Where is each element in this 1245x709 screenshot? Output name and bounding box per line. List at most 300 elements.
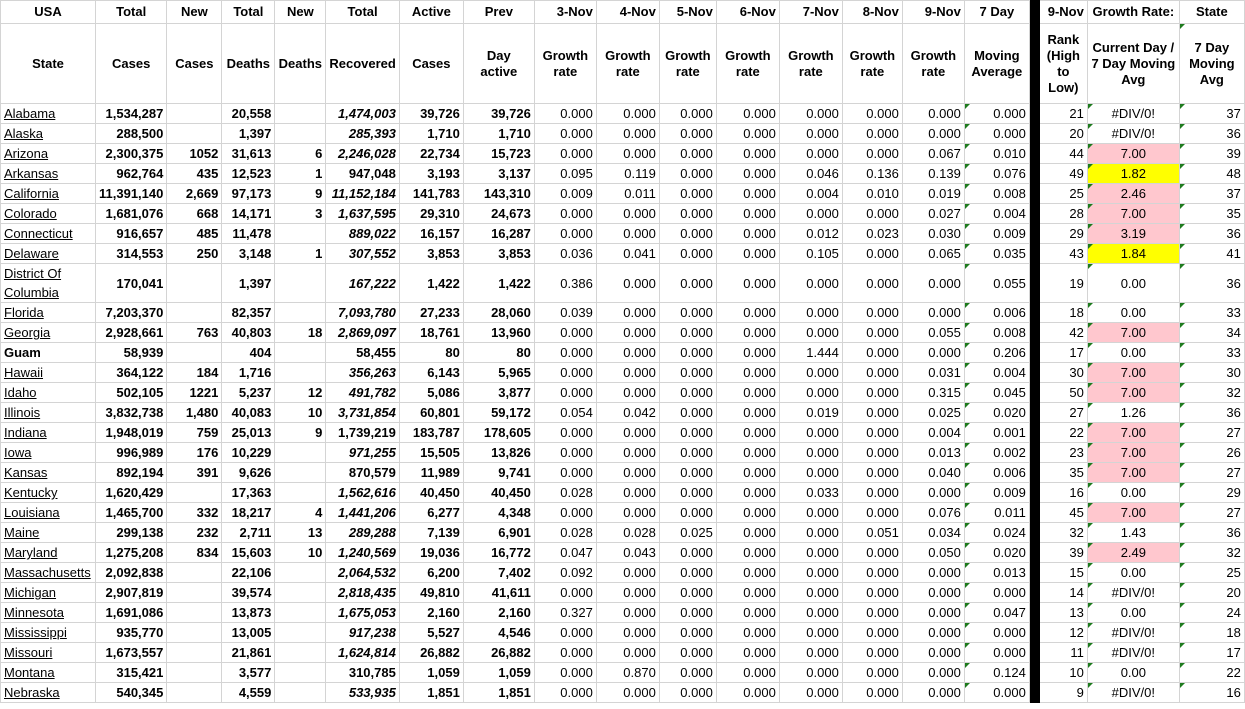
rank-cell[interactable]: 29	[1039, 224, 1087, 244]
growth-rate-cell[interactable]: 0.000	[716, 164, 779, 184]
prev-day-active-cell[interactable]: 4,546	[463, 623, 534, 643]
active-cases-cell[interactable]: 11,989	[399, 463, 463, 483]
new-deaths-cell[interactable]: 12	[275, 383, 326, 403]
current-day-ratio-cell[interactable]: 7.00	[1087, 323, 1179, 343]
growth-rate-cell[interactable]: 0.000	[902, 683, 964, 703]
growth-rate-cell[interactable]: 0.028	[534, 523, 596, 543]
rank-cell[interactable]: 16	[1039, 483, 1087, 503]
header-growth-rate-1[interactable]: Growth rate	[534, 24, 596, 104]
growth-rate-cell[interactable]: 0.000	[596, 683, 659, 703]
state-cell[interactable]: Indiana	[1, 423, 96, 443]
new-cases-cell[interactable]: 1221	[167, 383, 222, 403]
state-7-day-avg-cell[interactable]: 41	[1179, 244, 1244, 264]
rank-cell[interactable]: 15	[1039, 563, 1087, 583]
active-cases-cell[interactable]: 5,527	[399, 623, 463, 643]
growth-rate-cell[interactable]: 0.000	[779, 683, 842, 703]
growth-rate-cell[interactable]: 0.000	[596, 623, 659, 643]
recovered-cell[interactable]: 1,441,206	[326, 503, 399, 523]
header-state-7-day-avg[interactable]: 7 Day Moving Avg	[1179, 24, 1244, 104]
recovered-cell[interactable]: 2,246,028	[326, 144, 399, 164]
state-cell[interactable]: Kentucky	[1, 483, 96, 503]
active-cases-cell[interactable]: 3,853	[399, 244, 463, 264]
state-7-day-avg-cell[interactable]: 39	[1179, 144, 1244, 164]
total-deaths-cell[interactable]: 1,397	[222, 264, 275, 303]
growth-rate-cell[interactable]: 0.000	[842, 443, 902, 463]
rank-cell[interactable]: 27	[1039, 403, 1087, 423]
growth-rate-cell[interactable]: 0.034	[902, 523, 964, 543]
total-deaths-cell[interactable]: 20,558	[222, 104, 275, 124]
growth-rate-cell[interactable]: 0.000	[779, 124, 842, 144]
prev-day-active-cell[interactable]: 13,826	[463, 443, 534, 463]
growth-rate-cell[interactable]: 0.000	[659, 264, 716, 303]
growth-rate-cell[interactable]: 0.000	[716, 583, 779, 603]
growth-rate-cell[interactable]: 0.000	[659, 303, 716, 323]
growth-rate-cell[interactable]: 0.000	[534, 204, 596, 224]
growth-rate-cell[interactable]: 0.000	[596, 383, 659, 403]
total-deaths-cell[interactable]: 22,106	[222, 563, 275, 583]
new-cases-cell[interactable]: 332	[167, 503, 222, 523]
recovered-cell[interactable]: 356,263	[326, 363, 399, 383]
total-cases-cell[interactable]: 11,391,140	[96, 184, 167, 204]
active-cases-cell[interactable]: 1,851	[399, 683, 463, 703]
growth-rate-cell[interactable]: 0.000	[716, 104, 779, 124]
total-cases-cell[interactable]: 170,041	[96, 264, 167, 303]
new-cases-cell[interactable]	[167, 643, 222, 663]
growth-rate-cell[interactable]: 0.000	[779, 463, 842, 483]
total-deaths-cell[interactable]: 2,711	[222, 523, 275, 543]
active-cases-cell[interactable]: 39,726	[399, 104, 463, 124]
header-7-day[interactable]: 7 Day	[964, 1, 1029, 24]
growth-rate-cell[interactable]: 0.041	[596, 244, 659, 264]
growth-rate-cell[interactable]: 0.136	[842, 164, 902, 184]
recovered-cell[interactable]: 870,579	[326, 463, 399, 483]
new-deaths-cell[interactable]: 10	[275, 543, 326, 563]
recovered-cell[interactable]: 1,240,569	[326, 543, 399, 563]
prev-day-active-cell[interactable]: 5,965	[463, 363, 534, 383]
new-cases-cell[interactable]	[167, 343, 222, 363]
growth-rate-cell[interactable]: 0.000	[716, 204, 779, 224]
prev-day-active-cell[interactable]: 39,726	[463, 104, 534, 124]
prev-day-active-cell[interactable]: 28,060	[463, 303, 534, 323]
new-cases-cell[interactable]	[167, 264, 222, 303]
total-deaths-cell[interactable]: 404	[222, 343, 275, 363]
header-new-deaths-2[interactable]: Deaths	[275, 24, 326, 104]
state-7-day-avg-cell[interactable]: 32	[1179, 543, 1244, 563]
growth-rate-cell[interactable]: 0.000	[716, 643, 779, 663]
state-cell[interactable]: District Of Columbia	[1, 264, 96, 303]
state-cell[interactable]: Montana	[1, 663, 96, 683]
growth-rate-cell[interactable]: 0.000	[716, 683, 779, 703]
header-growth-rate-3[interactable]: Growth rate	[659, 24, 716, 104]
moving-average-cell[interactable]: 0.002	[964, 443, 1029, 463]
total-cases-cell[interactable]: 502,105	[96, 383, 167, 403]
growth-rate-cell[interactable]: 0.000	[534, 363, 596, 383]
total-deaths-cell[interactable]: 21,861	[222, 643, 275, 663]
growth-rate-cell[interactable]: 0.000	[659, 244, 716, 264]
state-cell[interactable]: Alabama	[1, 104, 96, 124]
active-cases-cell[interactable]: 49,810	[399, 583, 463, 603]
state-7-day-avg-cell[interactable]: 36	[1179, 403, 1244, 423]
current-day-ratio-cell[interactable]: #DIV/0!	[1087, 583, 1179, 603]
recovered-cell[interactable]: 917,238	[326, 623, 399, 643]
header-prev[interactable]: Prev	[463, 1, 534, 24]
header-prev-day-active[interactable]: Day active	[463, 24, 534, 104]
prev-day-active-cell[interactable]: 1,710	[463, 124, 534, 144]
growth-rate-cell[interactable]: 0.028	[534, 483, 596, 503]
rank-cell[interactable]: 13	[1039, 603, 1087, 623]
growth-rate-cell[interactable]: 0.046	[779, 164, 842, 184]
prev-day-active-cell[interactable]: 15,723	[463, 144, 534, 164]
header-state-label[interactable]: State	[1, 24, 96, 104]
state-cell[interactable]: Delaware	[1, 244, 96, 264]
rank-cell[interactable]: 11	[1039, 643, 1087, 663]
active-cases-cell[interactable]: 80	[399, 343, 463, 363]
prev-day-active-cell[interactable]: 3,877	[463, 383, 534, 403]
growth-rate-cell[interactable]: 0.000	[596, 144, 659, 164]
recovered-cell[interactable]: 285,393	[326, 124, 399, 144]
total-deaths-cell[interactable]: 12,523	[222, 164, 275, 184]
moving-average-cell[interactable]: 0.010	[964, 144, 1029, 164]
recovered-cell[interactable]: 310,785	[326, 663, 399, 683]
growth-rate-cell[interactable]: 0.000	[659, 423, 716, 443]
growth-rate-cell[interactable]: 0.000	[842, 423, 902, 443]
new-cases-cell[interactable]	[167, 583, 222, 603]
growth-rate-cell[interactable]: 0.000	[716, 443, 779, 463]
prev-day-active-cell[interactable]: 9,741	[463, 463, 534, 483]
growth-rate-cell[interactable]: 0.000	[596, 603, 659, 623]
total-deaths-cell[interactable]: 82,357	[222, 303, 275, 323]
growth-rate-cell[interactable]: 0.000	[716, 224, 779, 244]
growth-rate-cell[interactable]: 0.000	[596, 343, 659, 363]
state-7-day-avg-cell[interactable]: 36	[1179, 264, 1244, 303]
state-7-day-avg-cell[interactable]: 22	[1179, 663, 1244, 683]
current-day-ratio-cell[interactable]: 7.00	[1087, 463, 1179, 483]
new-deaths-cell[interactable]	[275, 443, 326, 463]
new-deaths-cell[interactable]: 1	[275, 164, 326, 184]
total-deaths-cell[interactable]: 25,013	[222, 423, 275, 443]
rank-cell[interactable]: 14	[1039, 583, 1087, 603]
growth-rate-cell[interactable]: 0.000	[534, 383, 596, 403]
total-deaths-cell[interactable]: 11,478	[222, 224, 275, 244]
state-7-day-avg-cell[interactable]: 33	[1179, 343, 1244, 363]
total-cases-cell[interactable]: 1,275,208	[96, 543, 167, 563]
growth-rate-cell[interactable]: 0.000	[716, 483, 779, 503]
new-deaths-cell[interactable]	[275, 224, 326, 244]
recovered-cell[interactable]: 11,152,184	[326, 184, 399, 204]
growth-rate-cell[interactable]: 0.000	[842, 663, 902, 683]
new-cases-cell[interactable]: 391	[167, 463, 222, 483]
state-7-day-avg-cell[interactable]: 48	[1179, 164, 1244, 184]
prev-day-active-cell[interactable]: 41,611	[463, 583, 534, 603]
state-cell[interactable]: Idaho	[1, 383, 96, 403]
active-cases-cell[interactable]: 16,157	[399, 224, 463, 244]
growth-rate-cell[interactable]: 0.000	[716, 623, 779, 643]
prev-day-active-cell[interactable]: 26,882	[463, 643, 534, 663]
growth-rate-cell[interactable]: 0.000	[902, 563, 964, 583]
header-total-cases[interactable]: Total	[96, 1, 167, 24]
growth-rate-cell[interactable]: 0.004	[779, 184, 842, 204]
moving-average-cell[interactable]: 0.076	[964, 164, 1029, 184]
current-day-ratio-cell[interactable]: 2.46	[1087, 184, 1179, 204]
recovered-cell[interactable]: 2,818,435	[326, 583, 399, 603]
growth-rate-cell[interactable]: 0.000	[534, 423, 596, 443]
growth-rate-cell[interactable]: 0.000	[659, 184, 716, 204]
new-deaths-cell[interactable]	[275, 363, 326, 383]
growth-rate-cell[interactable]: 0.028	[596, 523, 659, 543]
growth-rate-cell[interactable]: 0.000	[779, 523, 842, 543]
growth-rate-cell[interactable]: 0.000	[902, 343, 964, 363]
new-cases-cell[interactable]: 232	[167, 523, 222, 543]
growth-rate-cell[interactable]: 0.000	[716, 663, 779, 683]
growth-rate-cell[interactable]: 0.000	[659, 144, 716, 164]
new-deaths-cell[interactable]: 6	[275, 144, 326, 164]
new-cases-cell[interactable]: 834	[167, 543, 222, 563]
moving-average-cell[interactable]: 0.000	[964, 124, 1029, 144]
new-cases-cell[interactable]: 2,669	[167, 184, 222, 204]
state-7-day-avg-cell[interactable]: 33	[1179, 303, 1244, 323]
moving-average-cell[interactable]: 0.000	[964, 643, 1029, 663]
growth-rate-cell[interactable]: 0.000	[659, 224, 716, 244]
state-cell[interactable]: Guam	[1, 343, 96, 363]
current-day-ratio-cell[interactable]: 0.00	[1087, 303, 1179, 323]
growth-rate-cell[interactable]: 0.000	[716, 403, 779, 423]
recovered-cell[interactable]: 1,624,814	[326, 643, 399, 663]
moving-average-cell[interactable]: 0.004	[964, 363, 1029, 383]
total-deaths-cell[interactable]: 18,217	[222, 503, 275, 523]
header-date-4-nov[interactable]: 4-Nov	[596, 1, 659, 24]
total-cases-cell[interactable]: 2,300,375	[96, 144, 167, 164]
state-cell[interactable]: Hawaii	[1, 363, 96, 383]
growth-rate-cell[interactable]: 0.067	[902, 144, 964, 164]
growth-rate-cell[interactable]: 0.000	[596, 303, 659, 323]
active-cases-cell[interactable]: 60,801	[399, 403, 463, 423]
recovered-cell[interactable]: 307,552	[326, 244, 399, 264]
total-deaths-cell[interactable]: 14,171	[222, 204, 275, 224]
active-cases-cell[interactable]: 2,160	[399, 603, 463, 623]
growth-rate-cell[interactable]: 0.000	[842, 483, 902, 503]
state-7-day-avg-cell[interactable]: 34	[1179, 323, 1244, 343]
growth-rate-cell[interactable]: 0.043	[596, 543, 659, 563]
total-deaths-cell[interactable]: 15,603	[222, 543, 275, 563]
new-deaths-cell[interactable]: 1	[275, 244, 326, 264]
prev-day-active-cell[interactable]: 59,172	[463, 403, 534, 423]
growth-rate-cell[interactable]: 0.000	[779, 104, 842, 124]
growth-rate-cell[interactable]: 0.000	[534, 104, 596, 124]
total-cases-cell[interactable]: 2,928,661	[96, 323, 167, 343]
total-deaths-cell[interactable]: 40,083	[222, 403, 275, 423]
growth-rate-cell[interactable]: 0.000	[716, 463, 779, 483]
moving-average-cell[interactable]: 0.024	[964, 523, 1029, 543]
current-day-ratio-cell[interactable]: 0.00	[1087, 603, 1179, 623]
growth-rate-cell[interactable]: 0.000	[659, 663, 716, 683]
prev-day-active-cell[interactable]: 143,310	[463, 184, 534, 204]
growth-rate-cell[interactable]: 0.000	[596, 423, 659, 443]
moving-average-cell[interactable]: 0.206	[964, 343, 1029, 363]
growth-rate-cell[interactable]: 0.000	[716, 303, 779, 323]
new-cases-cell[interactable]: 485	[167, 224, 222, 244]
recovered-cell[interactable]: 2,869,097	[326, 323, 399, 343]
total-cases-cell[interactable]: 540,345	[96, 683, 167, 703]
growth-rate-cell[interactable]: 0.000	[659, 403, 716, 423]
rank-cell[interactable]: 43	[1039, 244, 1087, 264]
moving-average-cell[interactable]: 0.000	[964, 683, 1029, 703]
recovered-cell[interactable]: 947,048	[326, 164, 399, 184]
growth-rate-cell[interactable]: 0.033	[779, 483, 842, 503]
recovered-cell[interactable]: 889,022	[326, 224, 399, 244]
state-7-day-avg-cell[interactable]: 27	[1179, 423, 1244, 443]
growth-rate-cell[interactable]: 0.000	[659, 363, 716, 383]
rank-cell[interactable]: 50	[1039, 383, 1087, 403]
growth-rate-cell[interactable]: 0.000	[842, 683, 902, 703]
recovered-cell[interactable]: 1,562,616	[326, 483, 399, 503]
moving-average-cell[interactable]: 0.006	[964, 303, 1029, 323]
new-deaths-cell[interactable]	[275, 663, 326, 683]
total-cases-cell[interactable]: 1,691,086	[96, 603, 167, 623]
moving-average-cell[interactable]: 0.001	[964, 423, 1029, 443]
new-deaths-cell[interactable]	[275, 264, 326, 303]
state-cell[interactable]: Illinois	[1, 403, 96, 423]
rank-cell[interactable]: 18	[1039, 303, 1087, 323]
growth-rate-cell[interactable]: 0.000	[716, 264, 779, 303]
active-cases-cell[interactable]: 26,882	[399, 643, 463, 663]
total-cases-cell[interactable]: 1,681,076	[96, 204, 167, 224]
new-deaths-cell[interactable]	[275, 124, 326, 144]
current-day-ratio-cell[interactable]: 7.00	[1087, 423, 1179, 443]
total-cases-cell[interactable]: 2,092,838	[96, 563, 167, 583]
growth-rate-cell[interactable]: 0.000	[596, 503, 659, 523]
new-cases-cell[interactable]	[167, 623, 222, 643]
growth-rate-cell[interactable]: 0.012	[779, 224, 842, 244]
growth-rate-cell[interactable]: 0.000	[596, 224, 659, 244]
state-cell[interactable]: Arkansas	[1, 164, 96, 184]
growth-rate-cell[interactable]: 0.025	[659, 523, 716, 543]
new-deaths-cell[interactable]	[275, 603, 326, 623]
current-day-ratio-cell[interactable]: 1.26	[1087, 403, 1179, 423]
growth-rate-cell[interactable]: 0.036	[534, 244, 596, 264]
current-day-ratio-cell[interactable]: #DIV/0!	[1087, 643, 1179, 663]
growth-rate-cell[interactable]: 0.000	[596, 363, 659, 383]
current-day-ratio-cell[interactable]: 7.00	[1087, 383, 1179, 403]
state-cell[interactable]: Michigan	[1, 583, 96, 603]
rank-cell[interactable]: 17	[1039, 343, 1087, 363]
prev-day-active-cell[interactable]: 16,287	[463, 224, 534, 244]
total-deaths-cell[interactable]: 31,613	[222, 144, 275, 164]
state-7-day-avg-cell[interactable]: 37	[1179, 184, 1244, 204]
moving-average-cell[interactable]: 0.047	[964, 603, 1029, 623]
state-cell[interactable]: Georgia	[1, 323, 96, 343]
growth-rate-cell[interactable]: 0.000	[659, 164, 716, 184]
growth-rate-cell[interactable]: 0.051	[842, 523, 902, 543]
moving-average-cell[interactable]: 0.000	[964, 583, 1029, 603]
growth-rate-cell[interactable]: 0.000	[659, 603, 716, 623]
growth-rate-cell[interactable]: 0.000	[716, 563, 779, 583]
growth-rate-cell[interactable]: 0.000	[596, 643, 659, 663]
current-day-ratio-cell[interactable]: 3.19	[1087, 224, 1179, 244]
prev-day-active-cell[interactable]: 3,137	[463, 164, 534, 184]
total-deaths-cell[interactable]: 1,716	[222, 363, 275, 383]
moving-average-cell[interactable]: 0.020	[964, 543, 1029, 563]
state-7-day-avg-cell[interactable]: 36	[1179, 124, 1244, 144]
total-deaths-cell[interactable]: 1,397	[222, 124, 275, 144]
recovered-cell[interactable]: 1,474,003	[326, 104, 399, 124]
header-cases[interactable]: Cases	[96, 24, 167, 104]
total-cases-cell[interactable]: 916,657	[96, 224, 167, 244]
recovered-cell[interactable]: 289,288	[326, 523, 399, 543]
rank-cell[interactable]: 22	[1039, 423, 1087, 443]
growth-rate-cell[interactable]: 0.000	[902, 583, 964, 603]
state-cell[interactable]: Maryland	[1, 543, 96, 563]
growth-rate-cell[interactable]: 0.065	[902, 244, 964, 264]
current-day-ratio-cell[interactable]: 0.00	[1087, 343, 1179, 363]
state-cell[interactable]: Arizona	[1, 144, 96, 164]
header-current-day-ratio[interactable]: Current Day / 7 Day Moving Avg	[1087, 24, 1179, 104]
growth-rate-cell[interactable]: 0.327	[534, 603, 596, 623]
growth-rate-cell[interactable]: 0.000	[842, 104, 902, 124]
growth-rate-cell[interactable]: 0.025	[902, 403, 964, 423]
current-day-ratio-cell[interactable]: 0.00	[1087, 264, 1179, 303]
recovered-cell[interactable]: 7,093,780	[326, 303, 399, 323]
new-deaths-cell[interactable]	[275, 643, 326, 663]
header-date-7-nov[interactable]: 7-Nov	[779, 1, 842, 24]
new-deaths-cell[interactable]	[275, 623, 326, 643]
header-recovered[interactable]: Recovered	[326, 24, 399, 104]
growth-rate-cell[interactable]: 0.000	[902, 303, 964, 323]
growth-rate-cell[interactable]: 0.000	[534, 643, 596, 663]
current-day-ratio-cell[interactable]: 0.00	[1087, 483, 1179, 503]
new-deaths-cell[interactable]	[275, 583, 326, 603]
active-cases-cell[interactable]: 141,783	[399, 184, 463, 204]
state-cell[interactable]: Maine	[1, 523, 96, 543]
current-day-ratio-cell[interactable]: #DIV/0!	[1087, 124, 1179, 144]
new-deaths-cell[interactable]: 18	[275, 323, 326, 343]
growth-rate-cell[interactable]: 0.000	[716, 323, 779, 343]
rank-cell[interactable]: 23	[1039, 443, 1087, 463]
new-deaths-cell[interactable]: 10	[275, 403, 326, 423]
header-growth-rate-2[interactable]: Growth rate	[596, 24, 659, 104]
growth-rate-cell[interactable]: 0.050	[902, 543, 964, 563]
growth-rate-cell[interactable]: 0.000	[659, 563, 716, 583]
rank-cell[interactable]: 49	[1039, 164, 1087, 184]
header-active[interactable]: Active	[399, 1, 463, 24]
moving-average-cell[interactable]: 0.009	[964, 224, 1029, 244]
growth-rate-cell[interactable]: 0.000	[596, 124, 659, 144]
new-deaths-cell[interactable]	[275, 483, 326, 503]
prev-day-active-cell[interactable]: 2,160	[463, 603, 534, 623]
growth-rate-cell[interactable]: 0.315	[902, 383, 964, 403]
growth-rate-cell[interactable]: 0.000	[779, 363, 842, 383]
growth-rate-cell[interactable]: 0.139	[902, 164, 964, 184]
total-cases-cell[interactable]: 364,122	[96, 363, 167, 383]
state-cell[interactable]: Massachusetts	[1, 563, 96, 583]
current-day-ratio-cell[interactable]: #DIV/0!	[1087, 683, 1179, 703]
header-date-6-nov[interactable]: 6-Nov	[716, 1, 779, 24]
growth-rate-cell[interactable]: 0.000	[842, 403, 902, 423]
new-deaths-cell[interactable]: 13	[275, 523, 326, 543]
state-7-day-avg-cell[interactable]: 17	[1179, 643, 1244, 663]
growth-rate-cell[interactable]: 0.000	[659, 623, 716, 643]
rank-cell[interactable]: 20	[1039, 124, 1087, 144]
growth-rate-cell[interactable]: 0.000	[659, 483, 716, 503]
growth-rate-cell[interactable]: 0.000	[779, 583, 842, 603]
active-cases-cell[interactable]: 6,277	[399, 503, 463, 523]
growth-rate-cell[interactable]: 0.000	[716, 603, 779, 623]
moving-average-cell[interactable]: 0.035	[964, 244, 1029, 264]
growth-rate-cell[interactable]: 0.000	[779, 204, 842, 224]
new-cases-cell[interactable]: 435	[167, 164, 222, 184]
total-deaths-cell[interactable]: 17,363	[222, 483, 275, 503]
growth-rate-cell[interactable]: 0.000	[659, 583, 716, 603]
active-cases-cell[interactable]: 15,505	[399, 443, 463, 463]
